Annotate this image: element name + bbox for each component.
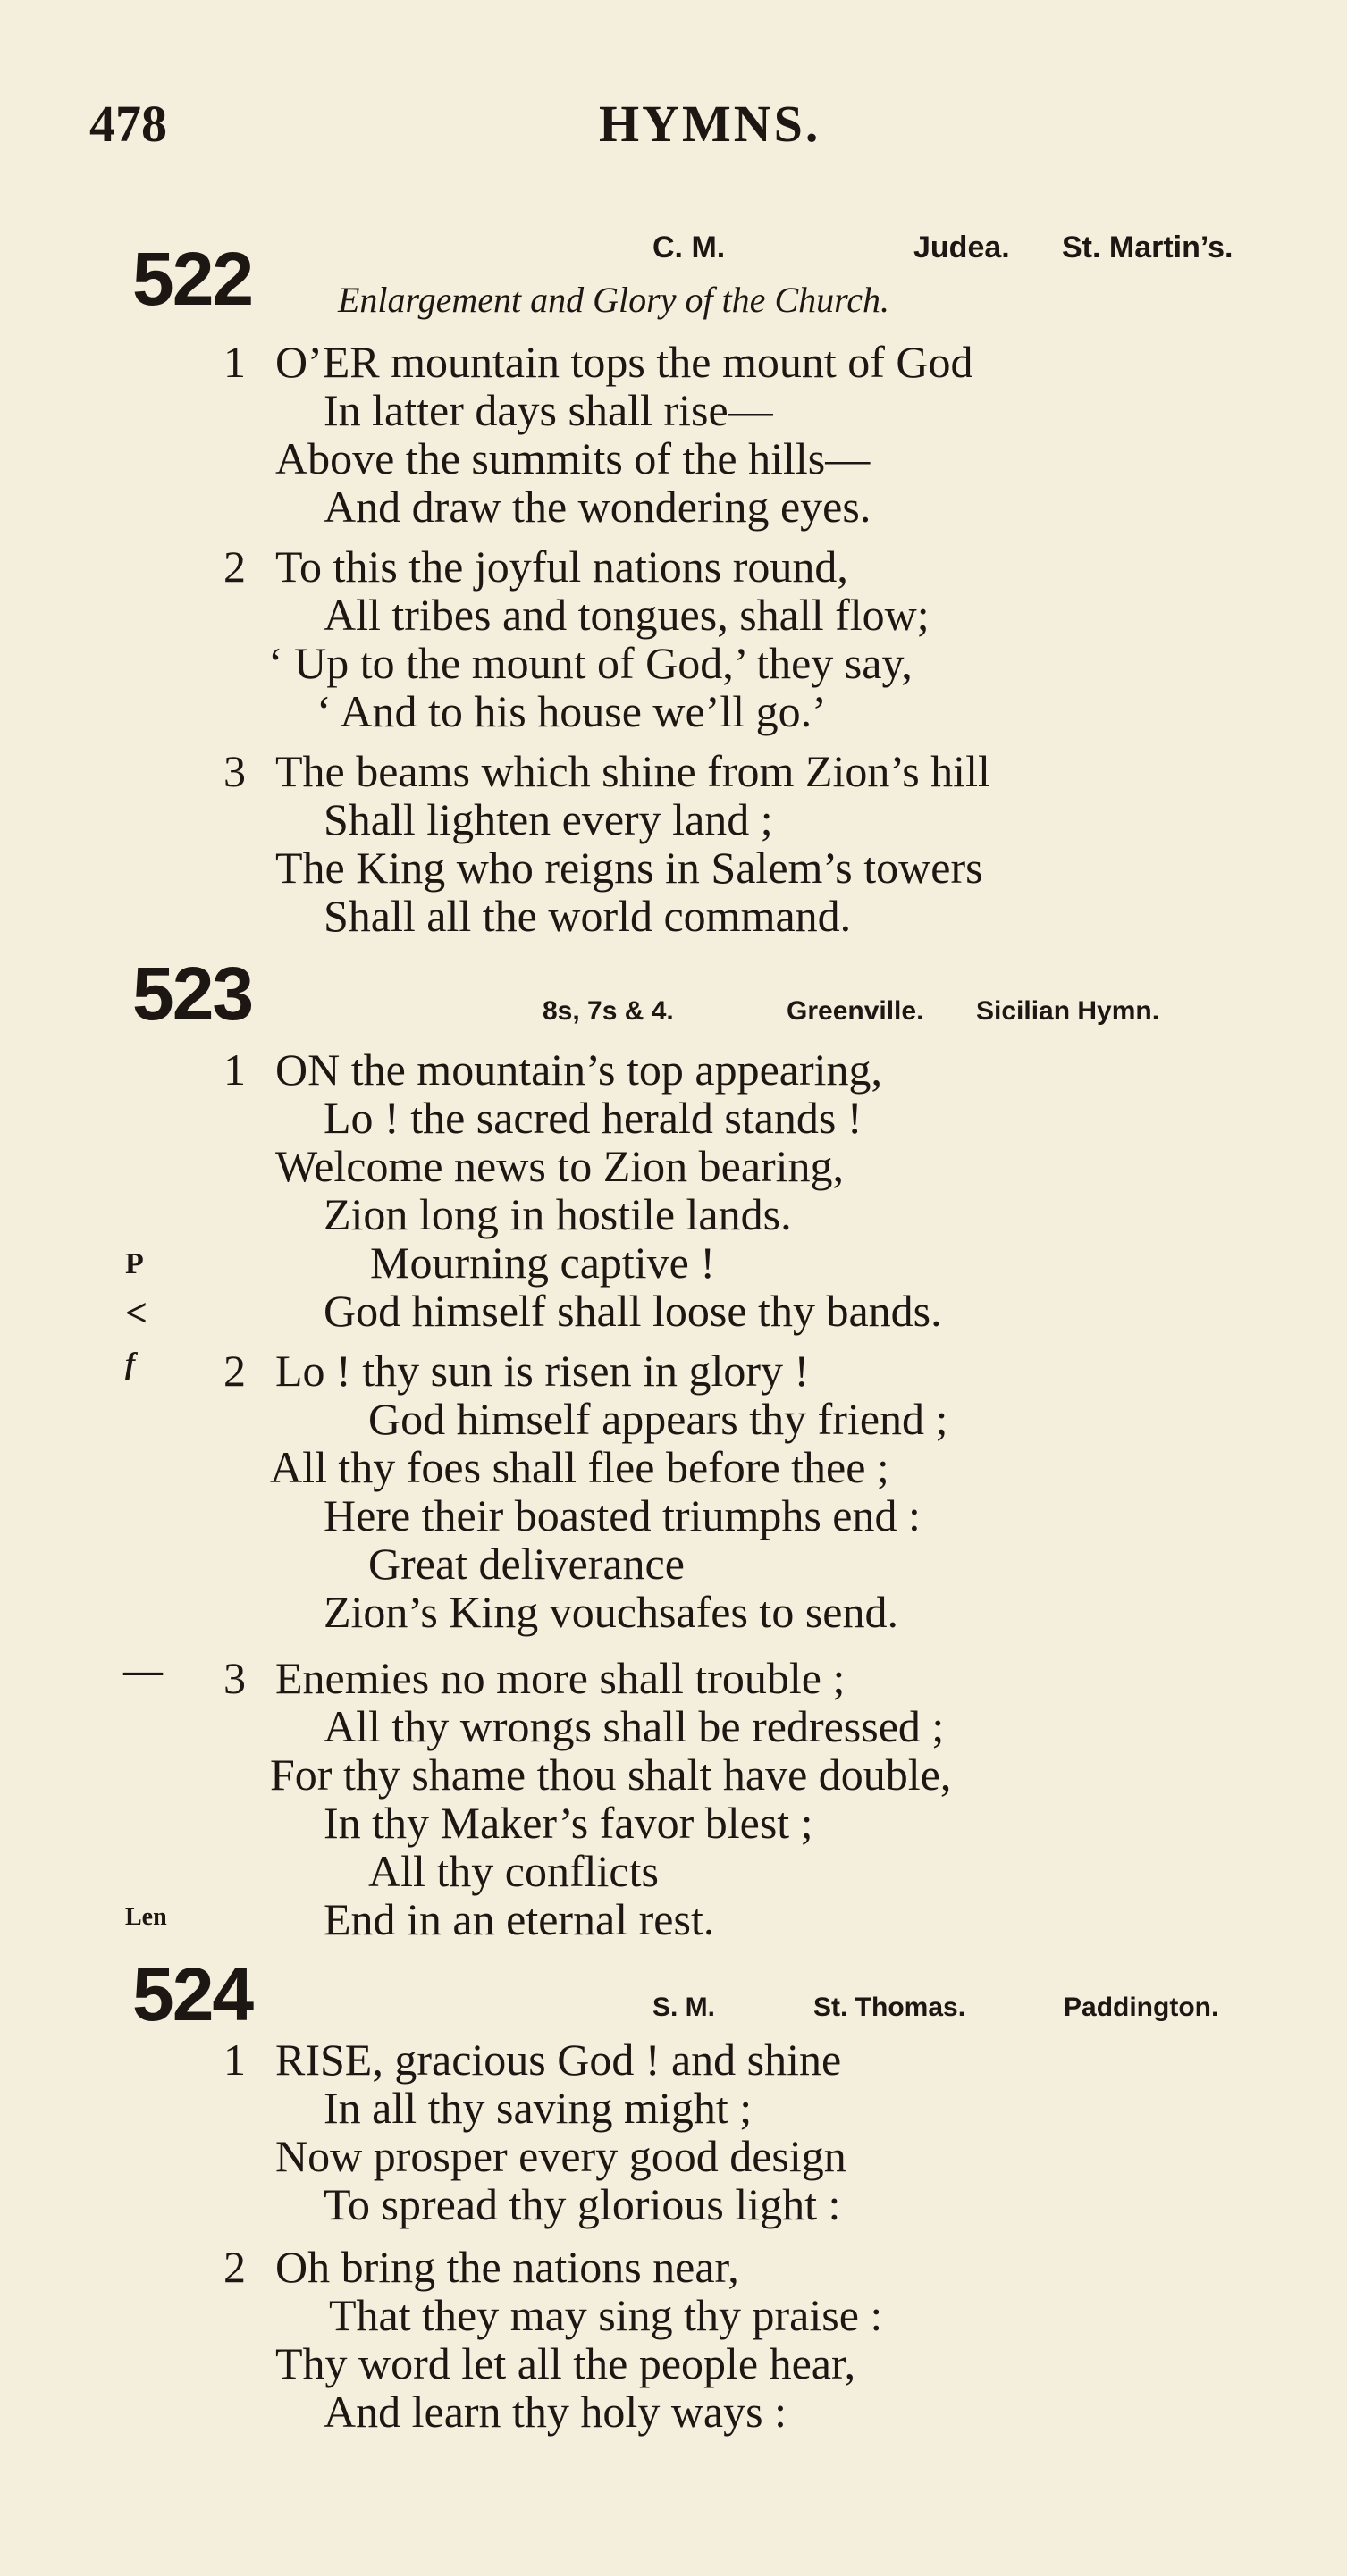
verse-line: ‘ And to his house we’ll go.’ bbox=[316, 686, 827, 736]
dynamic-mark-crescendo: < bbox=[125, 1291, 148, 1335]
verse-line: God himself appears thy friend ; bbox=[368, 1394, 948, 1444]
verse-line: To spread thy glorious light : bbox=[324, 2179, 841, 2229]
verse-line: ON the mountain’s top appearing, bbox=[275, 1045, 883, 1095]
hymn-meter: S. M. bbox=[652, 1993, 716, 2022]
running-head: HYMNS. bbox=[599, 95, 821, 153]
dynamic-mark-dash: — bbox=[123, 1649, 163, 1692]
verse-number: 1 bbox=[223, 1045, 246, 1095]
dynamic-mark-forte: f bbox=[125, 1347, 136, 1380]
verse-line: Oh bring the nations near, bbox=[275, 2242, 739, 2292]
verse-line: Now prosper every good design bbox=[275, 2131, 846, 2181]
hymn-tune: St. Thomas. bbox=[813, 1993, 966, 2022]
verse-line: The King who reigns in Salem’s towers bbox=[275, 843, 983, 893]
verse-line: Great deliverance bbox=[368, 1539, 685, 1589]
verse-line: All thy conflicts bbox=[368, 1846, 659, 1896]
verse-line: Zion’s King vouchsafes to send. bbox=[324, 1587, 898, 1637]
hymn-tune: Judea. bbox=[913, 231, 1010, 264]
verse-line: All thy foes shall flee before thee ; bbox=[270, 1442, 889, 1492]
verse-line: Thy word let all the people hear, bbox=[275, 2338, 856, 2388]
verse-line: End in an eternal rest. bbox=[324, 1894, 715, 1944]
verse-line: RISE, gracious God ! and shine bbox=[275, 2035, 842, 2085]
hymn-tune: St. Martin’s. bbox=[1062, 231, 1233, 264]
verse-line: In latter days shall rise— bbox=[324, 385, 773, 435]
hymn-number: 522 bbox=[132, 237, 253, 321]
page-header bbox=[89, 94, 1278, 156]
verse-number: 2 bbox=[223, 541, 246, 592]
verse-line: Zion long in hostile lands. bbox=[324, 1189, 792, 1239]
dynamic-mark-lento: Len bbox=[125, 1903, 167, 1931]
verse-number: 3 bbox=[223, 746, 246, 796]
verse-line: Above the summits of the hills— bbox=[275, 433, 871, 483]
hymn-meter: 8s, 7s & 4. bbox=[543, 996, 674, 1026]
verse-line: Here their boasted triumphs end : bbox=[324, 1490, 921, 1540]
verse-line: The beams which shine from Zion’s hill bbox=[275, 746, 990, 796]
verse-line: Mourning captive ! bbox=[370, 1238, 716, 1288]
verse-line: All tribes and tongues, shall flow; bbox=[324, 590, 930, 640]
hymn-tune: Greenville. bbox=[787, 996, 924, 1026]
dynamic-mark-piano: P bbox=[125, 1247, 144, 1280]
verse-line: Welcome news to Zion bearing, bbox=[275, 1141, 845, 1191]
verse-line: For thy shame thou shalt have double, bbox=[270, 1749, 952, 1800]
hymn-title: Enlargement and Glory of the Church. bbox=[338, 280, 889, 320]
verse-number: 1 bbox=[223, 337, 246, 387]
hymn-tune: Paddington. bbox=[1064, 1993, 1219, 2022]
verse-line: Enemies no more shall trouble ; bbox=[275, 1653, 846, 1703]
verse-line: All thy wrongs shall be redressed ; bbox=[324, 1701, 945, 1751]
verse-number: 1 bbox=[223, 2035, 246, 2085]
verse-line: That they may sing thy praise : bbox=[329, 2290, 883, 2340]
verse-line: To this the joyful nations round, bbox=[275, 541, 848, 592]
hymn-number: 524 bbox=[132, 1952, 253, 2036]
page-number: 478 bbox=[89, 95, 167, 153]
verse-line: In all thy saving might ; bbox=[324, 2083, 753, 2133]
verse-line: In thy Maker’s favor blest ; bbox=[324, 1798, 813, 1848]
verse-line: Lo ! thy sun is risen in glory ! bbox=[275, 1346, 810, 1396]
verse-line: ‘ Up to the mount of God,’ they say, bbox=[268, 638, 913, 688]
verse-number: 3 bbox=[223, 1653, 246, 1703]
verse-line: O’ER mountain tops the mount of God bbox=[275, 337, 973, 387]
verse-line: Shall lighten every land ; bbox=[324, 794, 773, 844]
hymn-meter: C. M. bbox=[652, 231, 726, 264]
hymn-tune: Sicilian Hymn. bbox=[976, 996, 1160, 1026]
verse-line: And draw the wondering eyes. bbox=[324, 482, 871, 532]
verse-number: 2 bbox=[223, 1346, 246, 1396]
verse-line: God himself shall loose thy bands. bbox=[324, 1286, 942, 1336]
verse-line: Shall all the world command. bbox=[324, 891, 852, 941]
verse-line: And learn thy holy ways : bbox=[324, 2387, 787, 2437]
verse-line: Lo ! the sacred herald stands ! bbox=[324, 1093, 863, 1143]
verse-number: 2 bbox=[223, 2242, 246, 2292]
hymn-number: 523 bbox=[132, 952, 253, 1036]
